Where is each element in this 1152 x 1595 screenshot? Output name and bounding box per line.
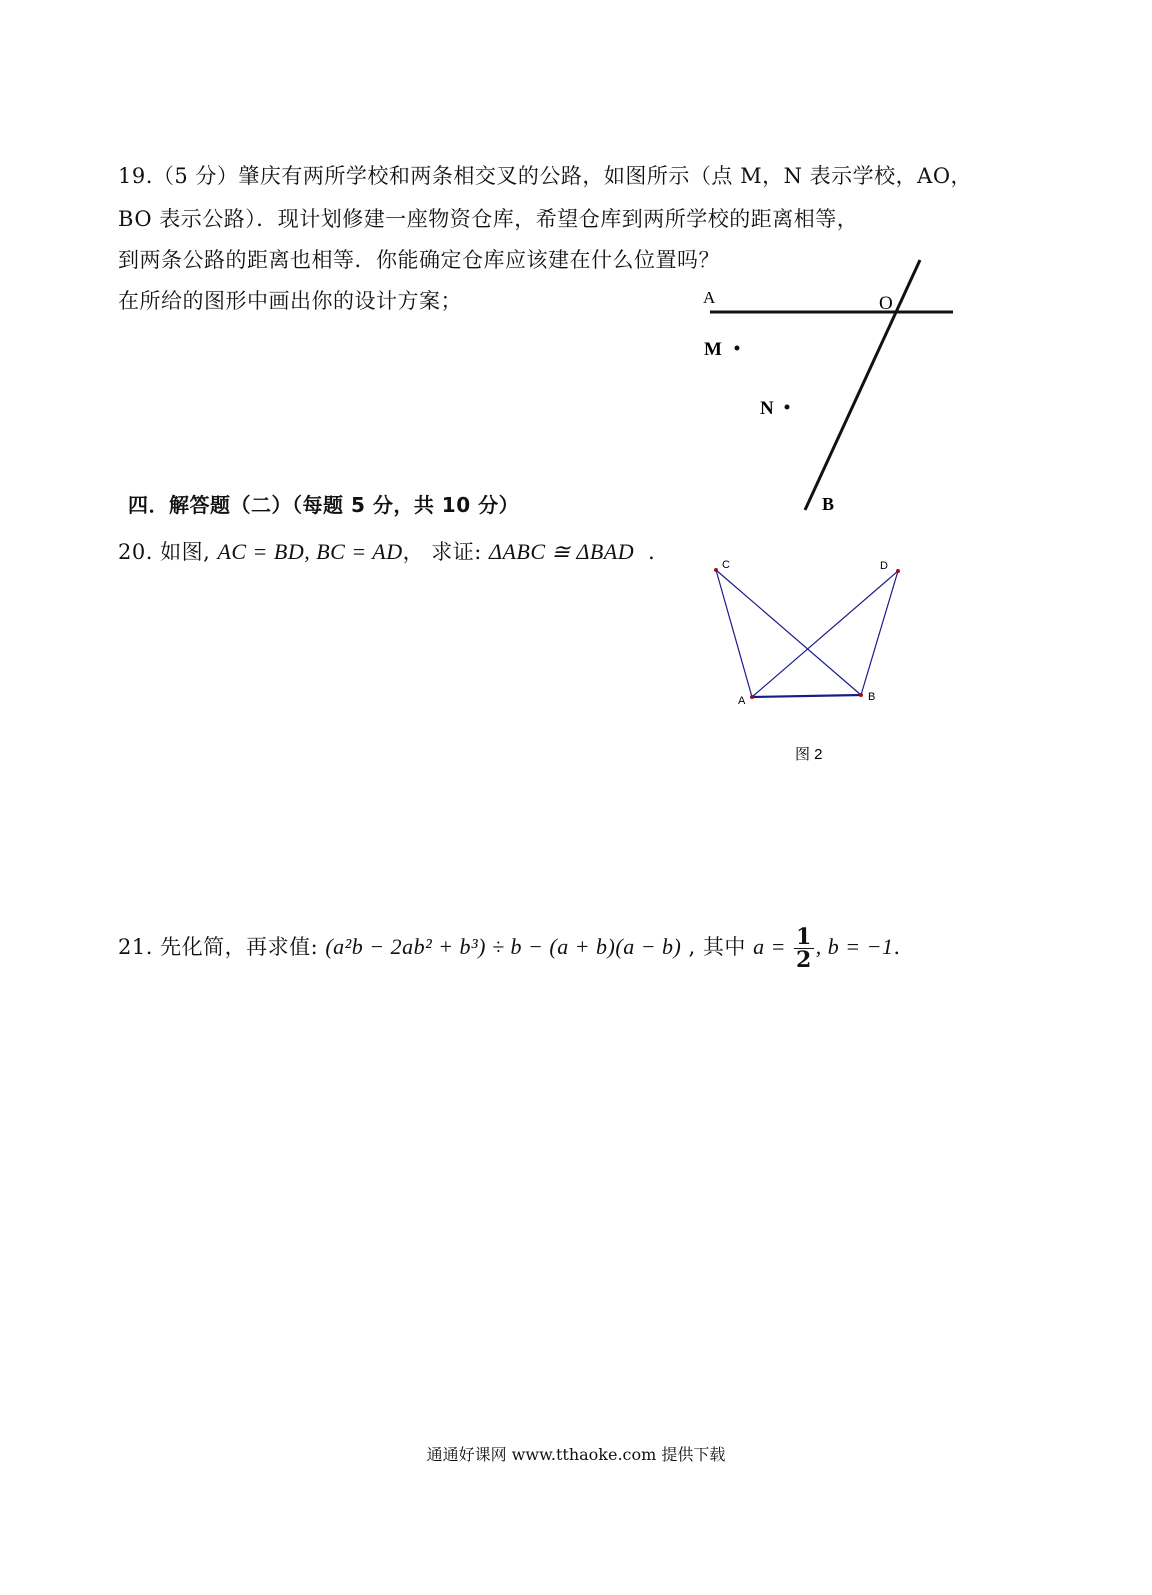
q20-label-d: D [880,560,888,572]
q21-b-eq: , b = −1 [815,934,894,959]
section-4-heading: 四．解答题（二）（每题 5 分，共 10 分） [128,493,520,517]
q19-figure [703,260,953,514]
point-n [785,405,790,410]
q19-line-2: BO 表示公路）．现计划修建一座物资仓库，希望仓库到两所学校的距离相等， [118,207,859,231]
q19-label-b: B [822,494,835,514]
q19-label-n: N [760,398,774,419]
q19-label-a: A [703,288,716,307]
road-bo [805,260,920,510]
q21-a-eq: a = [753,934,792,959]
point-d [896,569,900,573]
q19-label-m: M [704,339,722,360]
segment-cb [716,570,861,695]
q20-label-a: A [738,695,746,707]
q19-line-1: 19.（5 分）肇庆有两所学校和两条相交叉的公路，如图所示（点 M，N 表示学校，AO， [118,164,973,188]
q21-prefix: 21. 先化简，再求值: [118,935,326,959]
q20-label-c: C [722,559,730,571]
q21-a-numerator: 1 [795,924,812,950]
q20-condition: AC = BD, BC = AD [217,539,403,564]
q20-figure [714,559,900,763]
q20-end: ． [648,540,670,564]
q21-end: ． [893,935,915,959]
point-c [714,568,718,572]
q19-line-4: 在所给的图形中画出你的设计方案； [118,289,462,313]
q20-mid: ， 求证: [402,540,490,564]
point-a [750,695,754,699]
figure-2-caption: 图 2 [795,746,823,763]
segment-ab [752,695,861,697]
q20-label-b: B [868,691,876,703]
q20-prefix: 20. 如图, [118,540,218,564]
point-b [859,693,863,697]
q19-line-3: 到两条公路的距离也相等．你能确定仓库应该建在什么位置吗？ [118,248,720,272]
q20-goal: ΔABC ≅ ΔBAD [489,539,635,564]
segment-db [861,571,898,695]
q21-mid: , 其中 [681,935,754,959]
footer-credit: 通通好课网 www.tthaoke.com 提供下载 [426,1445,726,1464]
point-m [735,346,740,351]
q21-a-denominator: 2 [795,947,812,973]
segment-ca [716,570,752,697]
q19-label-o: O [879,293,893,314]
q21-expression: (a²b − 2ab² + b³) ÷ b − (a + b)(a − b) [325,934,682,959]
segment-da [752,571,898,697]
